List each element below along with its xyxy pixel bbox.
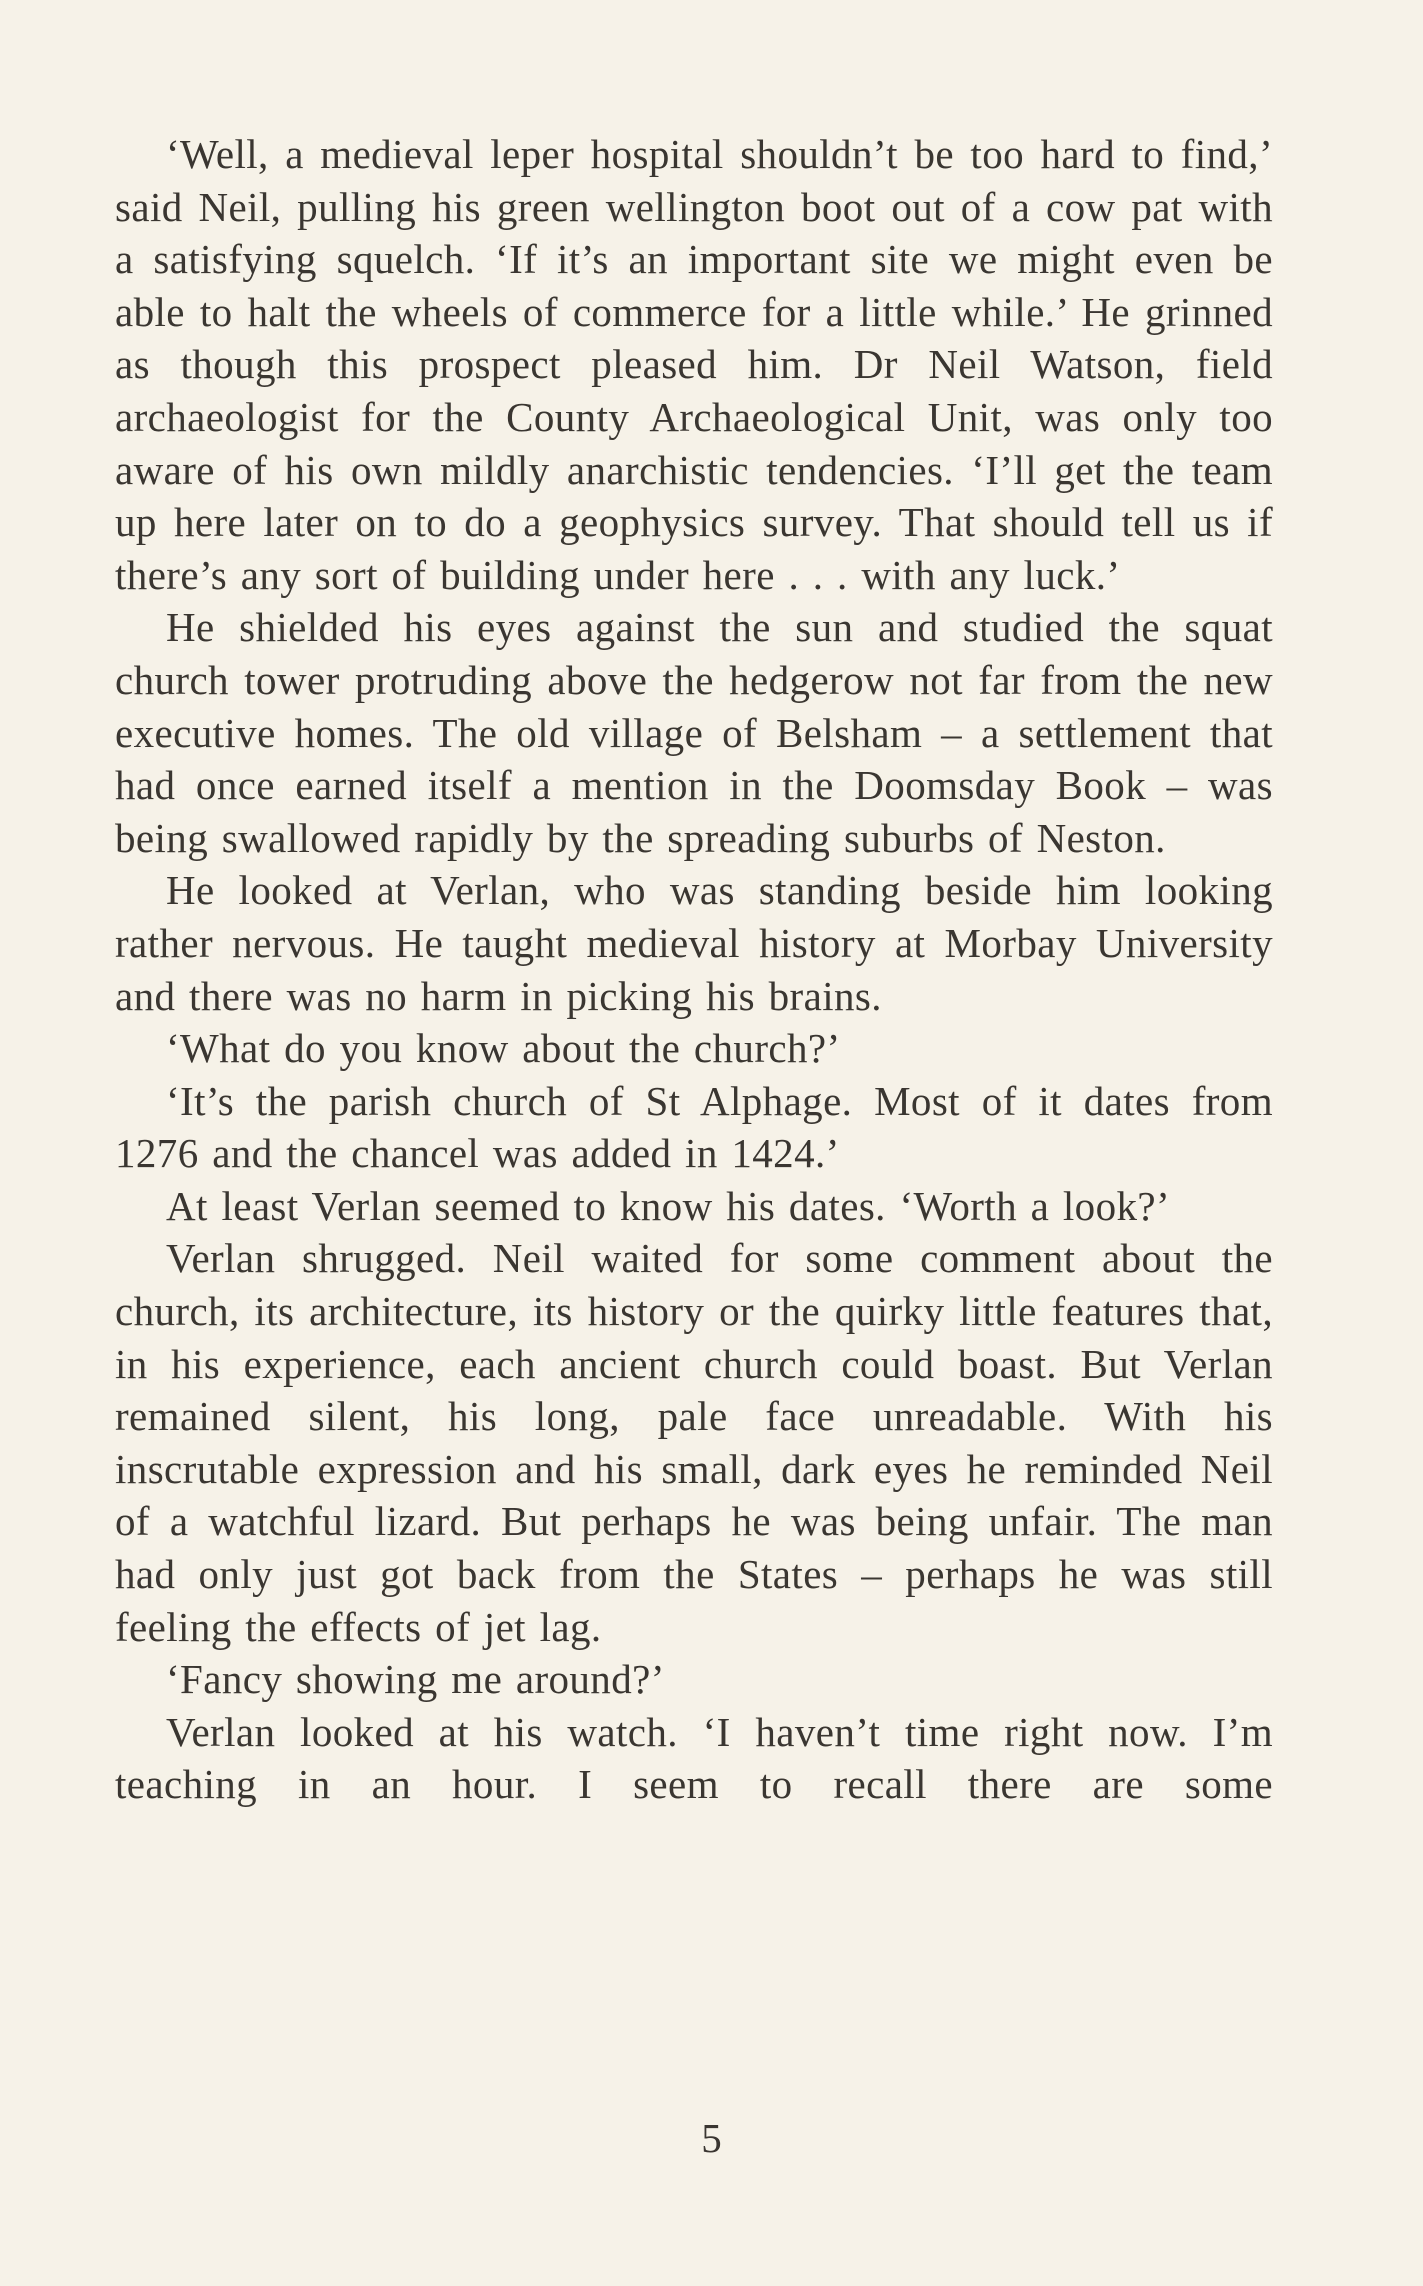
paragraph-6: At least Verlan seemed to know his dates. ‘Worth a look?’ [166,1182,1171,1229]
body-text [115,128,1273,1811]
paragraph-1: ‘Well, a medieval leper hospital shouldn’t be too hard to find,’ said Neil, pulling his green wellington boot out of a cow pat with a satisfying squelch. ‘If it’s an important site we might even be able to halt the wheels of commerce for a little while.’ He grinned as though this prospect pleased him. Dr Neil Watson, field archaeologist for the County Archaeological Unit, was only too aware of his own mildly anarchistic tendencies. ‘I’ll get the team up here later on to do a geophysics survey. That should tell us if there’s any sort of building under here . . . with any luck.’ [115,131,1273,598]
paragraph-3: He looked at Verlan, who was standing beside him looking rather nervous. He taught medieval history at Morbay University and there was no harm in picking his brains. [115,867,1273,1019]
paragraph-8: ‘Fancy showing me around?’ [166,1656,665,1703]
page-number: 5 [701,2115,722,2161]
paragraph-2: He shielded his eyes against the sun and studied the squat church tower protruding above the hedgerow not far from the new executive homes. The old village of Belsham – a settlement that had once earned itself a mention in the Doomsday Book – was being swallowed rapidly by the spreading suburbs of Neston. [115,604,1273,861]
paragraph-4: ‘What do you know about the church?’ [166,1025,841,1072]
paragraph-5: ‘It’s the parish church of St Alphage. Most of it dates from 1276 and the chancel was added in 1424.’ [115,1077,1273,1177]
paragraph-7: Verlan shrugged. Neil waited for some comment about the church, its architecture, its history or the quirky little features that, in his experience, each ancient church could boast. But Verlan remained silent, his long, pale face unreadable. With his inscrutable expression and his small, dark eyes he reminded Neil of a watchful lizard. But perhaps he was being unfair. The man had only just got back from the States – perhaps he was still feeling the effects of jet lag. [115,1235,1273,1650]
paragraph-9: Verlan looked at his watch. ‘I haven’t time right now. I’m teaching in an hour. I seem to recall there are some [115,1708,1273,1808]
